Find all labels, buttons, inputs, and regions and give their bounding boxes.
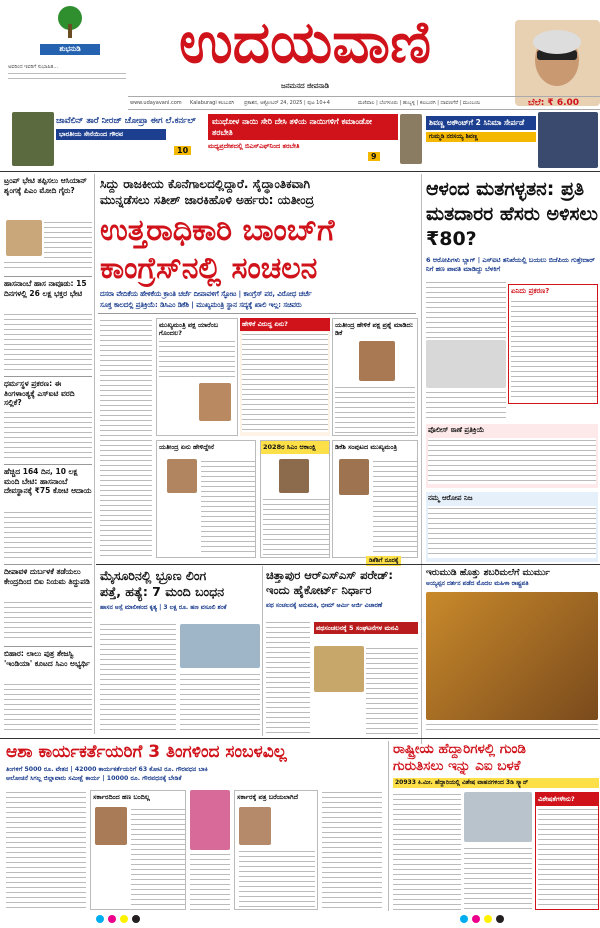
lead-deck-2: ಸೂಕ್ತ ಕಾಲದಲ್ಲಿ ಪ್ರತಿಕ್ರಿಯೆ: ಡಿಸಿಎಂ ಡಿಕೆಶಿ | ಮುಖ್ಯಮಂತ್ರಿ ಸ್ಥಾನ ಸದ್ಯಕ್ಕೆ ಖಾಲಿ ಇಲ್ಲ: ಸಚಿವರು — [100, 301, 302, 309]
documents-photo — [426, 340, 506, 388]
modi-photo — [6, 220, 42, 256]
lead-subbox-2 — [240, 318, 330, 436]
price: ಬೆಲೆ: ₹ 6.00 — [528, 98, 580, 108]
mid-story-deck: ಹಾಸನ ಅಸ್ಸೆ ಮಾಲೀಕಂದ ಕೃತ್ಯ | 3 ಲಕ್ಷ ರೂ. ಹಣ ವಸೂಲಿ ಶಂಕೆ — [100, 604, 227, 611]
pothole-deck: 20933 ಕಿ.ಮೀ. ಹೆದ್ದಾರಿಯಲ್ಲಿ ವಿಶೇಷ ವಾಹನಗಳಿಂದ 3ಡಿ ಸ್ಕ್ಯಾನ್ — [393, 778, 599, 788]
pothole-headline-1[interactable]: ರಾಷ್ಟ್ರೀಯ ಹೆದ್ದಾರಿಗಳಲ್ಲಿ ಗುಂಡಿ — [393, 741, 526, 757]
subbox-1-text — [159, 339, 235, 379]
registration-dot — [496, 915, 504, 923]
right-box-1-text — [511, 299, 597, 401]
rule-mid-col — [262, 566, 263, 736]
right-box-2-text — [428, 438, 596, 484]
chitta-headline-1[interactable]: ಚಿತ್ತಾಪುರ ಆರ್‌ಎಸ್‌ಎಸ್ ಪರೇಡ್: — [266, 568, 394, 582]
lead-subbox-3 — [332, 318, 418, 436]
lead-subbox-5 — [260, 440, 330, 558]
right-box-1 — [508, 284, 598, 404]
asha-text-2 — [190, 852, 230, 910]
soldier-photo — [12, 112, 54, 166]
lead-badge: ಡಿಕೆಶಿಗೆ ನೂರಕ್ಕೆ — [366, 556, 401, 566]
murmu-sub: ಅಯ್ಯಪ್ಪನ ದರ್ಶನ ಪಡೆದ ಮೊದಲ ಮಹಿಳಾ ರಾಷ್ಟ್ರಪತಿ — [426, 580, 529, 587]
teaser-3-sub: ಗುಮ್ಮಡಿ ನರಸಯ್ಯ ಶಿವಣ್ಣ — [426, 132, 536, 142]
right-box-3 — [426, 492, 598, 562]
cartoonist-portrait — [515, 20, 600, 106]
mid-story-text — [100, 622, 176, 734]
rule-bottom — [0, 738, 600, 739]
registration-dot — [120, 915, 128, 923]
right-lead-headline[interactable]: ಆಳಂದ ಮತಗಳ್ಳತನ: ಪ್ರತಿ ಮತದಾರರ ಹೆಸರು ಅಳಿಸಲು ₹80? — [426, 178, 598, 250]
lead-deck-1: ದಸರಾ ವೇದಿಕೆಯ ಹೇಳಿಕೆಯ ಕ್ರಾಂತಿ ಚರ್ಚೆ ದೀಪಾವಳಿಗೆ ಸ್ಫೋಟ | ಕಾಂಗ್ರೆಸ್ ಪರ, ವಿರೋಧ ಚರ್ಚೆ — [100, 290, 312, 298]
masthead-strip — [128, 96, 600, 110]
rule-l1 — [4, 276, 92, 277]
teaser-2-title: ಮುಧೋಳ ನಾಯಿ ಸೇರಿ ದೇಸಿ ತಳಿಯ ನಾಯಿಗಳಿಗೆ ಕಮಾಂಡೋ ತರಬೇತಿ — [208, 114, 398, 140]
mid-story-headline-2[interactable]: ಪತ್ತೆ, ಹತ್ಯೆ: 7 ಮಂದಿ ಬಂಧನ — [100, 584, 225, 599]
left-story-2[interactable]: ಹಾಸನಾಂಬೆ ಹಾಸ ನಾವೂಡು: 15 ದಿನಗಳಲ್ಲಿ 26 ಲಕ್ಷ ಭಕ್ತರ ಭೇಟಿ — [4, 279, 87, 298]
left-story-4-text — [4, 510, 92, 562]
yathindra-photo — [167, 459, 197, 493]
registration-dot — [460, 915, 468, 923]
asha-text-1 — [6, 790, 86, 910]
logo-badge: ಶುಭನುಡಿ — [40, 44, 100, 55]
registration-dot — [108, 915, 116, 923]
teaser-2-sub: ಮಧ್ಯಪ್ರದೇಶದಲ್ಲಿ ಬಿಎಸ್ಎಫ್‌ನಿಂದ ತರಬೇತಿ — [208, 142, 300, 150]
asha-box-1 — [90, 790, 186, 910]
official-photo-2 — [239, 807, 271, 845]
shubhanudi-logo — [40, 4, 100, 64]
left-story-3-text — [4, 410, 92, 462]
minister-photo — [339, 459, 369, 495]
dkshivakumar-photo — [359, 341, 395, 381]
lead-headline-1[interactable]: ಉತ್ತರಾಧಿಕಾರಿ ಬಾಂಬ್‌ಗೆ — [100, 213, 335, 248]
rss-parade-photo — [314, 646, 364, 692]
asha-deck-1: ತಿಂಗಳಿಗೆ 5000 ರೂ. ವೇತನ | 42000 ಕಾರ್ಯಕರ್ತೆಯರಿಗೆ 63 ಕೋಟಿ ರೂ. ಗೌರವಧನ ಬಾಕಿ — [6, 766, 208, 773]
mid-story-text-b — [180, 672, 260, 734]
pothole-headline-2[interactable]: ಗುರುತಿಸಲು ಇನ್ನು ಎಐ ಬಳಕೆ — [393, 758, 521, 774]
asha-box-1-text — [131, 807, 185, 907]
left-story-1[interactable]: ಟ್ರಂಪ್ ಭೇಟಿ ತಪ್ಪಿಸಲು ಆಸಿಯಾನ್ ಶೃಂಗಕ್ಕೆ ಪಿಎಂ ಮೋದಿ ಗೈರು? — [4, 176, 87, 195]
tree-icon — [40, 4, 100, 40]
left-story-3[interactable]: ಧರ್ಮಸ್ಥಳ ಪ್ರಕರಣ: ಈ ತಿಂಗಳಾಂತ್ಯಕ್ಕೆ ಎಸ್ಐಟಿ ವರದಿ ಸಲ್ಲಿಕೆ? — [4, 379, 75, 407]
rule-l5 — [4, 646, 92, 647]
registration-dot — [484, 915, 492, 923]
tagline: ಜನಮನದ ಜೀವನಾಡಿ — [280, 82, 330, 90]
subbox-1-title: ಮುಖ್ಯಮಂತ್ರಿ ಪಕ್ಷ ಯಾರೆಂಬ ಗೊಂದಲ? — [159, 321, 219, 337]
aspirant-photo — [279, 459, 309, 493]
road-scan-photo — [464, 792, 532, 842]
pothole-text-2 — [464, 846, 532, 910]
teaser-1[interactable] — [56, 116, 196, 155]
hospital-photo — [180, 624, 260, 668]
actor-photo — [538, 112, 598, 168]
subbox-4-text — [201, 459, 255, 555]
right-lead-deck: 6 ಆರೋಪಿಗಳು ಬ್ಲಾಗ್ | ಎಸ್ಐಟಿ ತನಿಖೆಯಲ್ಲಿ ಬಯಲು ಬಿಜೆಪಿಯ ಗುತ್ತೇದಾರ್ ನಿಗೆ ಹಣ ಪಾವತಿ ಮಾಡಿದ್ದು ಬೆಳಕಿಗೆ — [426, 256, 595, 273]
subbox-4-title: ಯತೀಂದ್ರ ಏನು ಹೇಳಿದ್ದೇನೆ — [159, 443, 215, 451]
subbox-6-title: ಡಿಕೆಶಿ ಸಂಪುಟದ ಮುಖ್ಯಮಂತ್ರಿ — [335, 443, 398, 451]
teaser-2-page: 9 — [368, 152, 380, 161]
right-box-3-text — [428, 506, 596, 558]
official-photo-1 — [95, 807, 127, 845]
asha-deck-2: ಆಲೋಚನೆ ಸಿಗಲ್ಲ ಜಿಲ್ಲಾವಾರು ಸಮೀಕ್ಷೆ ಕಾರ್ಯ | 10000 ರೂ. ಗೌರವಧನಕ್ಕೆ ಬೇಡಿಕೆ — [6, 775, 182, 782]
asha-headline[interactable]: ಆಶಾ ಕಾರ್ಯಕರ್ತೆಯರಿಗೆ 3 ತಿಂಗಳಿಂದ ಸಂಬಳವಿಲ್ಲ — [6, 742, 287, 762]
subbox-3-title: ಯತೀಂದ್ರ ಹೇಳಿಕೆ ಪಕ್ಷ ಪ್ರಶ್ನೆ ಮಾಡಿದ: ಡಿಕೆ — [335, 321, 414, 337]
teaser-1-sub: ಭಾರತೀಯ ಸೇನೆಯಿಂದ ಗೌರವ — [56, 129, 166, 140]
dog-photo — [400, 114, 422, 164]
left-story-5[interactable]: ದೀಪಾವಳಿ ದುರ್ಬಳಕೆ ತಡೆಯಲು ಕೇಂದ್ರದಿಂದ ಬಿಐ ನಿಯಮ ತಿದ್ದುಪಡಿ — [4, 567, 90, 586]
politician-photo-1 — [199, 383, 231, 421]
left-story-6-text — [4, 682, 92, 732]
sabarimala-photo — [426, 592, 598, 720]
right-lead-text-1 — [426, 280, 506, 338]
registration-dot — [132, 915, 140, 923]
asha-box-2 — [234, 790, 318, 910]
lead-headline-2[interactable]: ಕಾಂಗ್ರೆಸ್‌ನಲ್ಲಿ ಸಂಚಲನ — [100, 251, 318, 286]
right-box-1-title: ಏನಿದು ಪ್ರಕರಣ? — [511, 287, 550, 295]
pothole-sidebar — [535, 792, 599, 910]
murmu-headline[interactable]: ಇರುಮುಡಿ ಹೊತ್ತು ಶಬರಿಮಲೆಗೆ ಮುರ್ಮು — [426, 568, 550, 578]
teaser-3-title: ಶಿವಣ್ಣ ಅಕೌಂಟ್‌ಗೆ 2 ಸಿನಿಮಾ ಸೇರ್ಪಡೆ — [426, 116, 536, 130]
murmu-caption — [426, 722, 598, 734]
registration-dot — [96, 915, 104, 923]
chitta-badge: ಪಥಸಂಚಲನಕ್ಕೆ 5 ಸಂಘಟನೆಗಳ ಮನವಿ — [314, 622, 418, 634]
subbox-3-text — [335, 385, 415, 433]
chitta-text-b — [366, 646, 418, 734]
lead-subbox-6 — [332, 440, 418, 558]
lead-kicker-1: ಸಿದ್ದು ರಾಜಕೀಯ ಕೊನೆಗಾಲದಲ್ಲಿದ್ದಾರೆ. ಸೈದ್ಧಾಂತಿಕವಾಗಿ — [100, 177, 311, 191]
lead-text-col-1 — [100, 318, 152, 558]
left-story-6[interactable]: ಬಿಹಾರ: ಲಾಲು ಪುತ್ರ ತೇಜಸ್ವಿ 'ಇಂಡಿಯಾ' ಕೂಟದ ಸಿಎಂ ಅಭ್ಯರ್ಥಿ — [4, 649, 90, 668]
teaser-2[interactable] — [208, 114, 398, 166]
left-story-1-text-b — [4, 260, 44, 272]
pothole-sidebar-title: ವಿಶೇಷತೆಗಳೇನು? — [536, 793, 598, 806]
pothole-sidebar-text — [538, 807, 598, 907]
chitta-deck: ಪಥ ಸಂಚಲನಕ್ಕೆ ಅನುಮತಿ, ಭೀಮ್ ಆರ್ಮಿ ಅರ್ಜಿ ವಿಚಾರಣೆ — [266, 602, 383, 609]
teaser-1-page: 10 — [174, 146, 191, 155]
left-story-2-text — [4, 312, 92, 374]
rule-top — [0, 171, 600, 172]
asha-box-2-text — [239, 849, 315, 907]
right-lead-text-2 — [426, 390, 506, 420]
left-story-4[interactable]: ಹೆಚ್ಚಿದ 164 ದಿನ, 10 ಲಕ್ಷ ಮಂದಿ ಬೇಟಿ: ಹಾಸನಾಂಬೆ ದೇವಸ್ಥಾನಕ್ಕೆ ₹75 ಕೋಟಿ ಆದಾಯ — [4, 467, 92, 495]
pothole-text-1 — [393, 792, 461, 910]
chitta-text — [266, 620, 310, 734]
rule-l3 — [4, 464, 92, 465]
right-box-2-title: ಪೊಲೀಸ್ ಠಾಣೆ ಪ್ರತಿಕ್ರಿಯೆ — [428, 426, 485, 434]
chitta-headline-2[interactable]: ಇಂದು ಹೈಕೋರ್ಟ್ ನಿರ್ಧಾರ — [266, 583, 372, 597]
rule-left-col — [94, 174, 95, 734]
asha-box-2-title: ಸರ್ಕಾರಕ್ಕೆ ಪತ್ರ ಬರೆಯಲಾಗಿದೆ — [237, 793, 299, 801]
asha-text-3 — [322, 790, 382, 910]
rule-l2 — [4, 376, 92, 377]
masthead — [0, 0, 600, 110]
left-story-5-text — [4, 600, 92, 642]
date-line: ಪ್ರಕಾಶನ, ಅಕ್ಟೋಬರ್ 24, 2025 | ಪುಟ 10+4 — [244, 100, 330, 106]
right-box-3-title: ನಮ್ಮ ಆರೋಪ ನಿಜ — [428, 494, 473, 502]
lead-subbox-1 — [156, 318, 238, 436]
subbox-2-text — [242, 332, 328, 432]
lead-subbox-4 — [156, 440, 256, 558]
left-story-1-text — [44, 220, 92, 272]
website[interactable]: www.udayavani.com — [130, 100, 182, 106]
masthead-title: ಉದಯವಾಣಿ — [178, 8, 432, 76]
logo-text-lines — [8, 71, 126, 81]
mid-story-headline-1[interactable]: ಮೈಸೂರಿನಲ್ಲಿ ಭ್ರೂಣ ಲಿಂಗ — [100, 568, 207, 583]
rule-lead — [98, 313, 416, 314]
teaser-1-title: ಜಾವೆಲಿನ್ ತಾರೆ ನೀರಜ್ ಚೋಪ್ರಾ ಈಗ ಲೆ.ಕರ್ನಲ್ — [56, 116, 196, 126]
subbox-6-text — [373, 459, 417, 555]
edition: Kalaburagi ಕಲಬುರಗಿ — [190, 100, 235, 106]
rule-bottom-col — [388, 741, 389, 911]
rule-right-col — [421, 174, 422, 744]
teaser-3[interactable] — [426, 116, 536, 142]
registration-dot — [472, 915, 480, 923]
rule-l4 — [4, 564, 92, 565]
cities: ಮಣಿಪಾಲ | ಬೆಂಗಳೂರು | ಹುಬ್ಬಳ್ಳಿ | ಕಲಬುರಗಿ | ದಾವಣಗೆರೆ | ಮುಂಬಯಿ — [358, 100, 481, 106]
subbox-5-text — [263, 497, 329, 555]
asha-box-1-title: ಸರ್ಕಾರದಿಂದ ಹಣ ಬಂದಿಲ್ಲ — [93, 793, 150, 801]
logo-text: ಅವರಿಂದ ಇವರಿಗೆ ಸುಭಾಷಿತ... — [8, 64, 59, 70]
asha-workers-photo — [190, 790, 230, 850]
rule-mid — [96, 564, 600, 565]
teaser-strip — [0, 110, 600, 170]
right-box-2 — [426, 424, 598, 488]
lead-kicker-2: ಮುನ್ನಡೆಸಲು ಸತೀಶ್ ಜಾರಕಿಹೊಳಿ ಅರ್ಹರು: ಯತೀಂದ್ರ — [100, 193, 314, 207]
subbox-2-title: ಹೇಳಿಕೆ ವಿರುದ್ಧ ಏನು? — [240, 318, 330, 331]
subbox-5-title: 2028ರ ಸಿಎಂ ಆಕಾಂಕ್ಷಿ — [261, 441, 329, 454]
